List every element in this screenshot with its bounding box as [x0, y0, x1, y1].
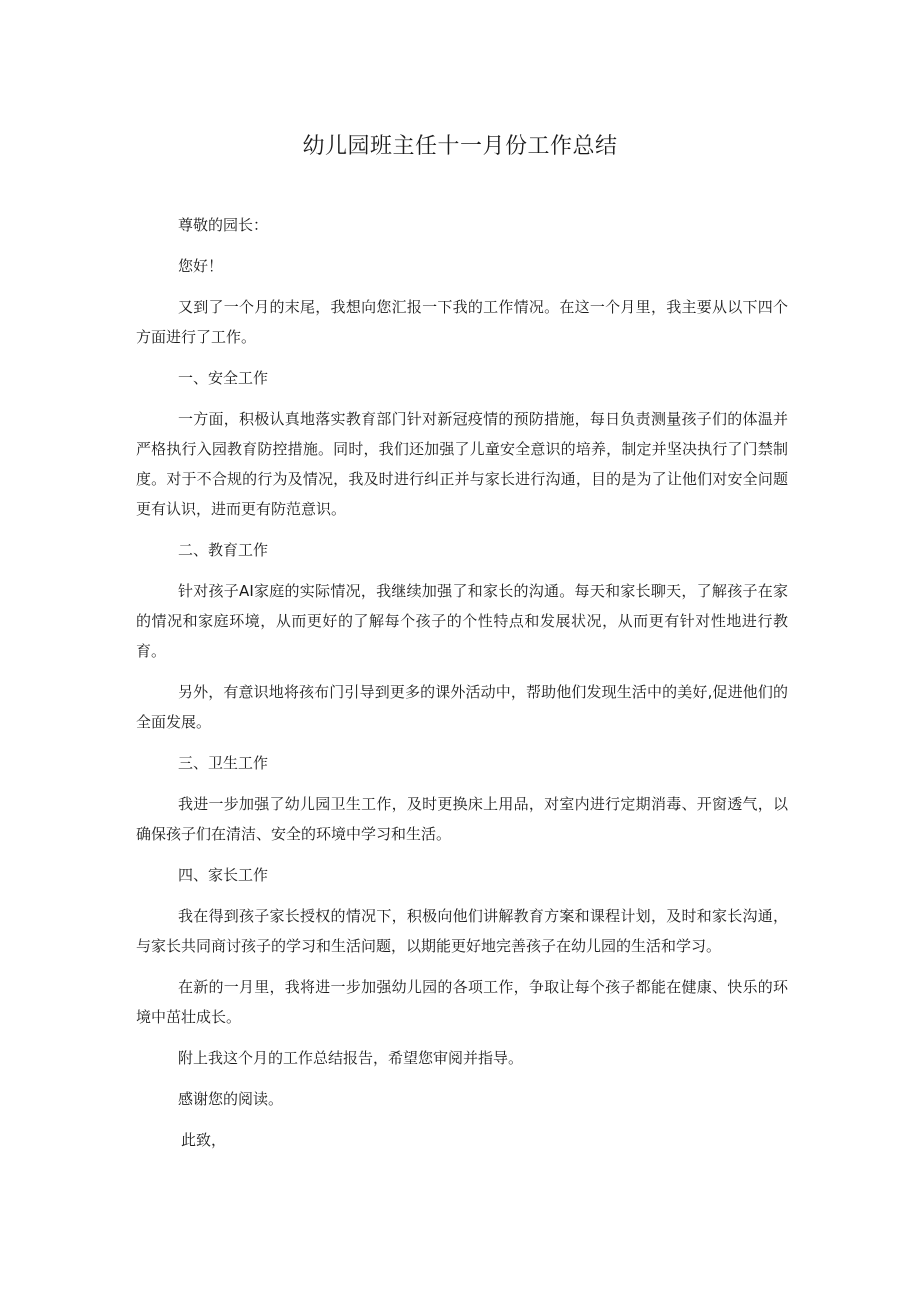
closing-phrase: 此致， — [181, 1131, 227, 1149]
parents-paragraph: 我在得到孩子家长授权的情况下，积极向他们讲解教育方案和课程计划，及时和家长沟通，与家长共同商讨孩子的学习和生活问题，以期能更好地完善孩子在幼儿园的生活和学习。 — [136, 907, 788, 955]
salutation: 尊敬的园长： — [178, 216, 269, 234]
document-title: 幼儿园班主任十一月份工作总结 — [302, 134, 618, 159]
section-heading-parents: 四、家长工作 — [178, 866, 269, 884]
section-heading-safety: 一、安全工作 — [178, 369, 269, 387]
section-heading-hygiene: 三、卫生工作 — [178, 754, 269, 772]
section-heading-education: 二、教育工作 — [178, 541, 269, 559]
document-body — [136, 210, 788, 1166]
intro-paragraph: 又到了一个月的末尾，我想向您汇报一下我的工作情况。在这一个月里，我主要从以下四个方面进行了工作。 — [136, 298, 788, 346]
education-paragraph-2: 另外，有意识地将孩布门引导到更多的课外活动中，帮助他们发现生活中的美好,促进他们的全面发展。 — [136, 683, 788, 731]
hygiene-paragraph: 我进一步加强了幼儿园卫生工作，及时更换床上用品，对室内进行定期消毒、开窗透气，以确保孩子们在清洁、安全的环境中学习和生活。 — [136, 795, 788, 843]
greeting: 您好！ — [178, 257, 224, 275]
thanks-paragraph: 感谢您的阅读。 — [178, 1090, 284, 1108]
education-paragraph-1: 针对孩子AI家庭的实际情况，我继续加强了和家长的沟通。每天和家长聊天，了解孩子在家的情况和家庭环境，从而更好的了解每个孩子的个性特点和发展状况，从而更有针对性地进行教育。 — [136, 582, 788, 660]
attachment-paragraph: 附上我这个月的工作总结报告，希望您审阅并指导。 — [178, 1049, 524, 1067]
safety-paragraph: 一方面，积极认真地落实教育部门针对新冠疫情的预防措施，每日负责测量孩子们的体温并严格执行入园教育防控措施。同时，我们还加强了儿童安全意识的培养，制定并坚决执行了门禁制度。对于不合规的行为及情况，我及时进行纠正并与家长进行沟通，目的是为了让他们对安全问题更有认识，进而更有防范意识。 — [136, 410, 788, 518]
plan-paragraph: 在新的一月里，我将进一步加强幼儿园的各项工作，争取让每个孩子都能在健康、快乐的环境中茁壮成长。 — [136, 978, 788, 1026]
